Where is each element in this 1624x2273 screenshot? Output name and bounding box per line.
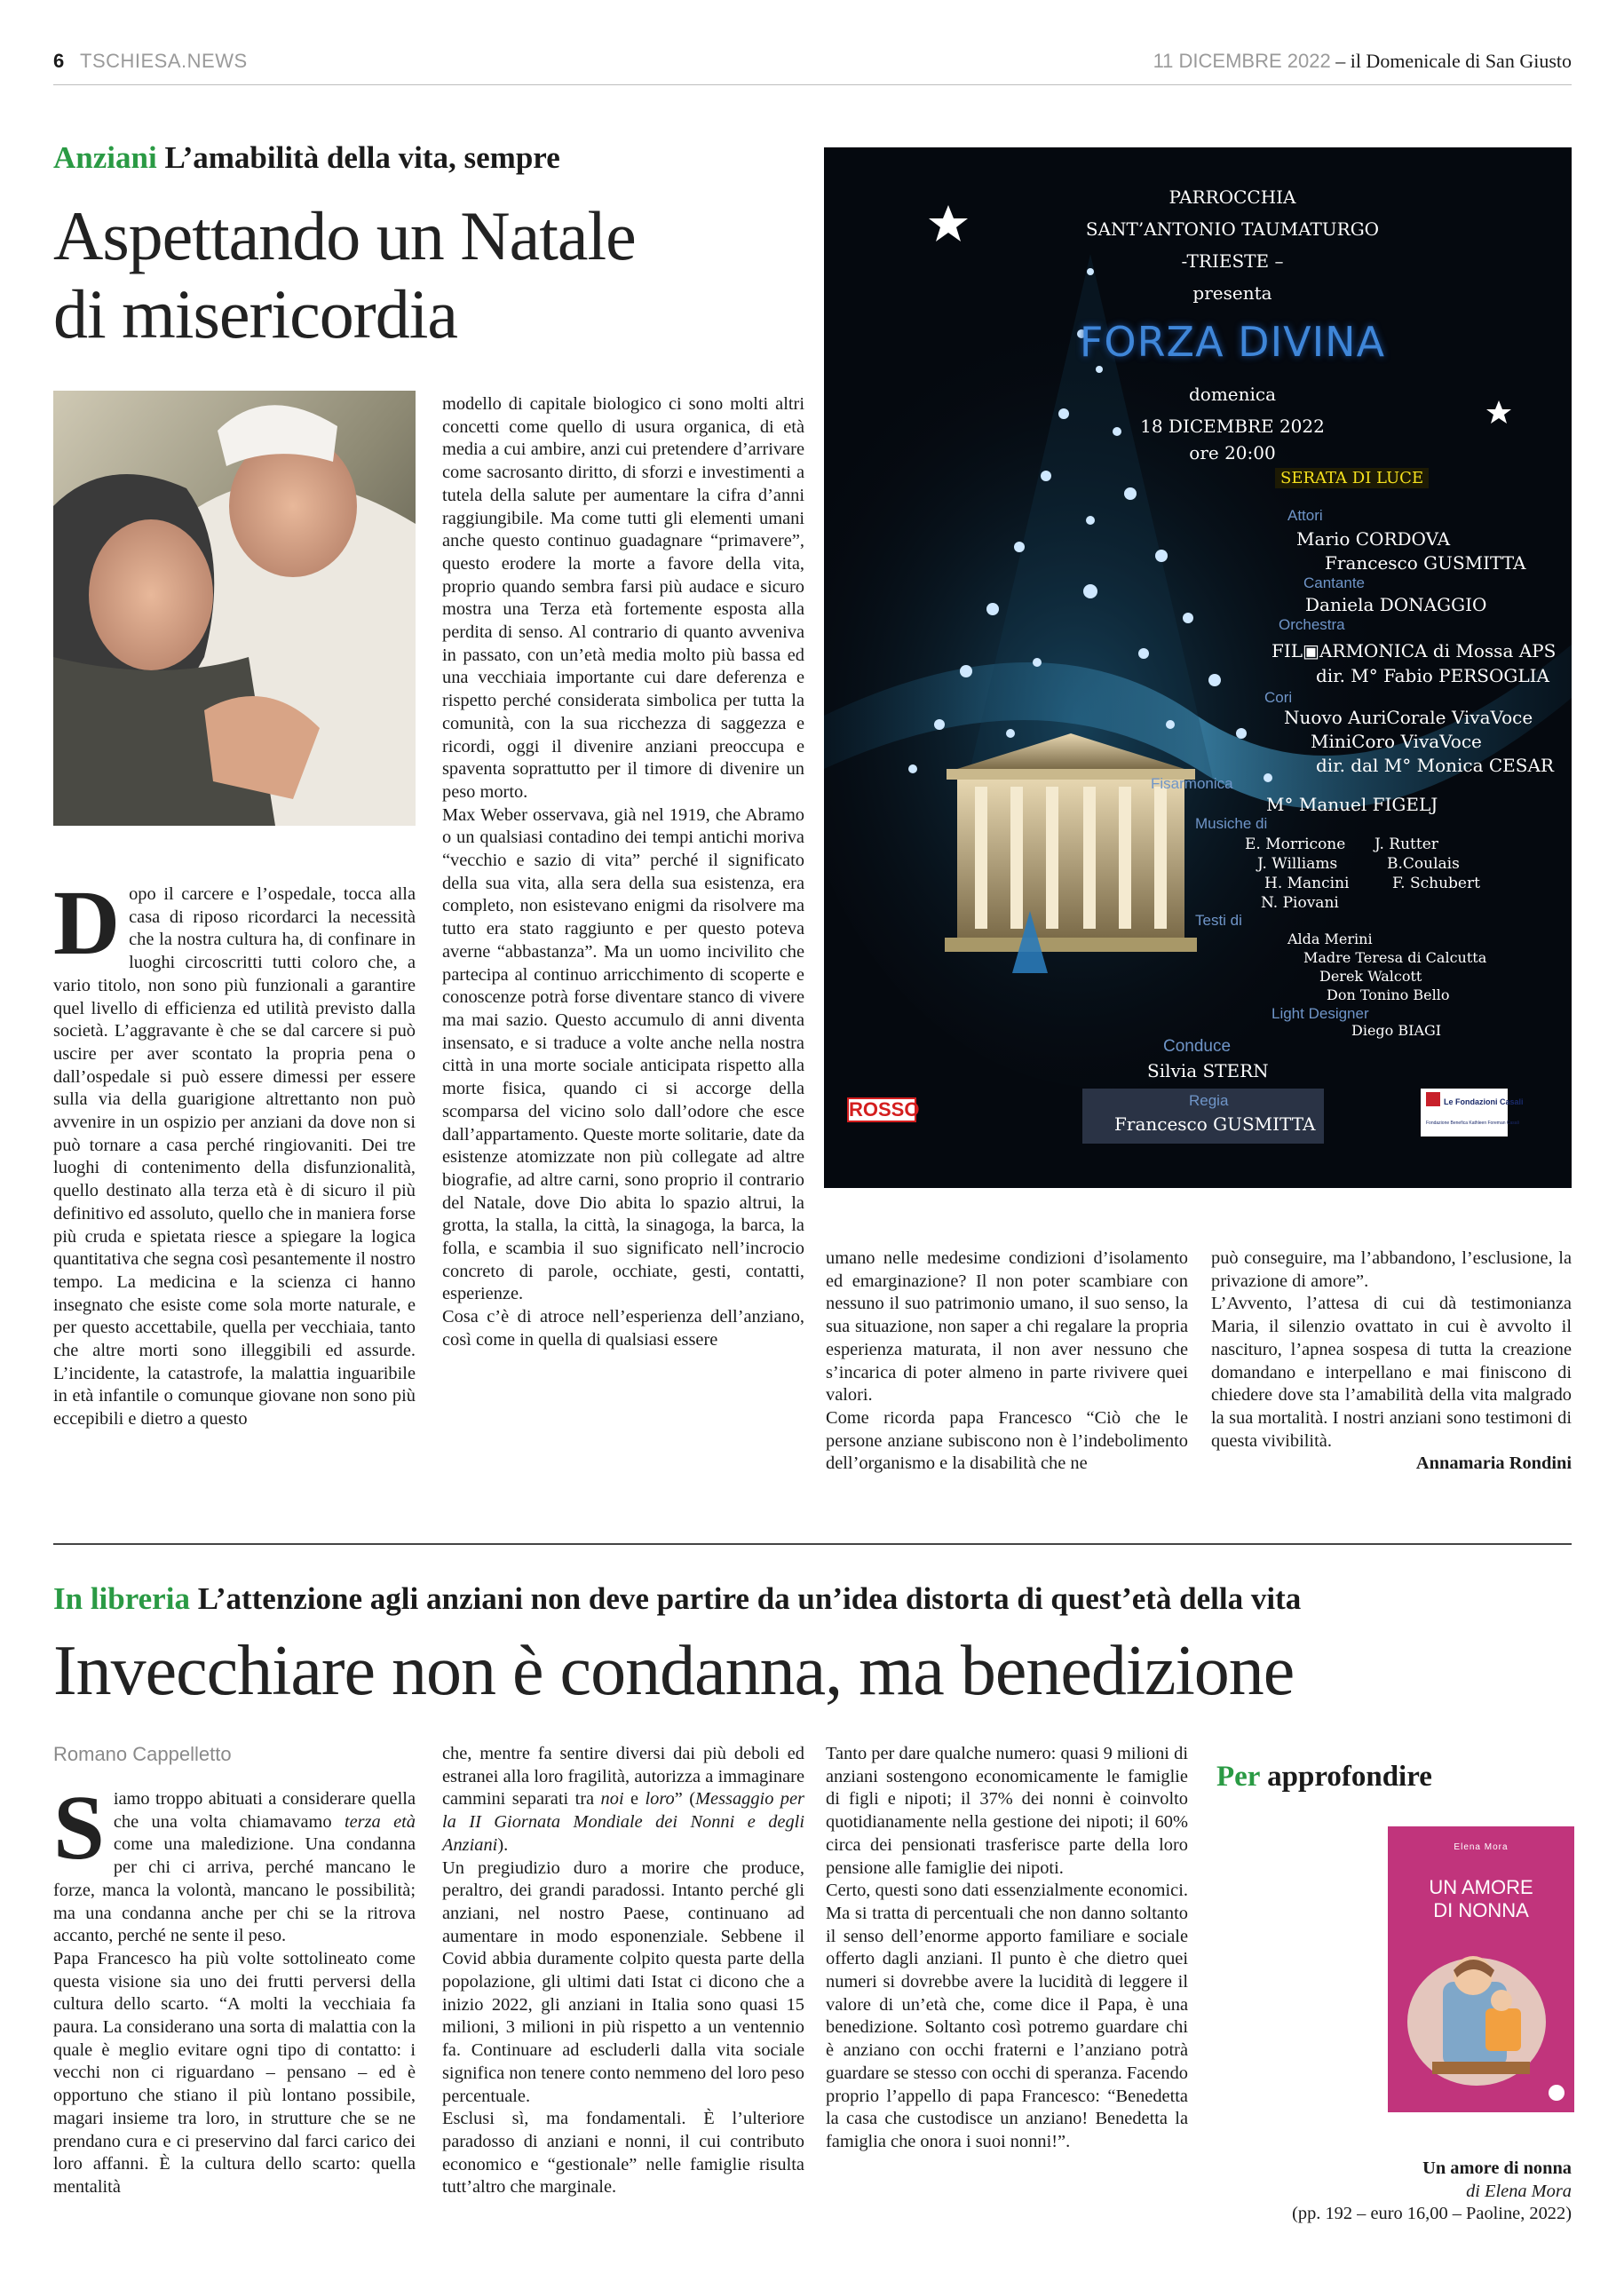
article1-col2-p3: Cosa c’è di atroce nell’esperienza dell’anziano, così come in quella di qualsiasi essere	[442, 1307, 804, 1350]
book-caption-author: di Elena Mora	[1466, 2181, 1572, 2201]
poster-cantante-label: Cantante	[1303, 574, 1365, 591]
article1-col3-p1: umano nelle medesime condizioni d’isolamento ed emarginazione? Il non poter scambiare con nessuno il suo patrimonio umano, il suo senso, la sua situazione, non saper a chi regalare la propria esperienza maturata, il non aver nessuno che s’incarica di poter almeno in parte rivivere quei valori.	[826, 1248, 1188, 1406]
article1-title-line1: Aspettando un Natale	[53, 197, 636, 274]
page-header	[53, 50, 1572, 85]
book-cover-title-line1: UN AMORE	[1429, 1876, 1533, 1898]
poster-cantante: Daniela DONAGGIO	[1305, 594, 1487, 615]
poster-composer: J. Williams	[1257, 855, 1338, 873]
article2-col2-p1b: noi	[600, 1789, 624, 1810]
book-caption-info: (pp. 192 – euro 16,00 – Paoline, 2022)	[1292, 2204, 1572, 2224]
article1-col2-p2: Max Weber osservava, già nel 1919, che Abramo o un qualsiasi contadino dei tempi antichi moriva “vecchio e sazio di vita” perché il significato della sua vita, alla sera della sua esistenza, era completo, non esistevano enigmi da risolvere ma tutto era stato raggiunto e per questo poteva averne “abbastanza”. Ma un uomo incivilito che partecipa al continuo arricchimento di scoperte e conoscenze potrà forse diventare stanco di vivere ma mai sazio. Questo accumulo di anni diventa insensato, e si traduce a volte anche nella nostra città in una morte sociale anticipata rispetto alla morte fisica, quando ci si accorge della scomparsa del vicino solo dall’odore che esce dall’appartamento. Queste morte solitarie, date da esistenze atomizzate non più collegate ad altre biografie, ad altre carni, sono proprio il contrario del Natale, dove Dio abita lo spazio altrui, la grotta, la stalla, la città, la sinagoga, la barca, la folla, e scambia il suo significato nell’incrocio concreto di parole, occhiate, gesti, contatti, esperienze.	[442, 804, 804, 1304]
book-cover	[1388, 1826, 1574, 2112]
header-issue	[1153, 50, 1572, 73]
poster-conduce: Silvia STERN	[1147, 1060, 1269, 1081]
article2-section: In libreria	[53, 1581, 190, 1616]
sidebar-title-green: Per	[1216, 1761, 1260, 1793]
article2-byline: Romano Cappelletto	[53, 1743, 232, 1765]
poster-orchestra2: dir. M° Fabio PERSOGLIA	[1316, 665, 1549, 686]
article1-col3-p2: Come ricorda papa Francesco “Ciò che le persone anziane subiscono non è l’indebolimento dell’organismo e la disabilità che ne	[826, 1407, 1188, 1474]
article1-kicker	[53, 140, 560, 176]
article2-col2-p1g: ).	[497, 1834, 509, 1855]
article2-kicker-text: L’attenzione agli anziani non deve partire da un’idea distorta di quest’età della vita	[197, 1581, 1302, 1616]
article1-col4-p2: L’Avvento, l’attesa di cui dà testimonianza Maria, il silenzio ovattato in cui è avvolto il nascituro, l’apnea sospesa di tutta la creazione domandano e interpellano e mai finiscono di chiedere dove sta l’amabilità della vita malgrado la sua mortalità. I nostri anziani sono testimoni di questa vivibilità.	[1211, 1294, 1572, 1451]
poster-attore1: Mario CORDOVA	[1296, 528, 1451, 550]
article2-column2	[442, 1743, 804, 2199]
publication-name: il Domenicale di San Giusto	[1350, 50, 1572, 72]
article2-col1-p1b: terza età	[344, 1811, 416, 1832]
poster-writer: Alda Merini	[1287, 931, 1373, 947]
article2-col2-p1f: Messaggio per la II Giornata Mondiale dei Nonni e degli Anziani	[442, 1789, 804, 1855]
sponsor-fondazioni-name: Le Fondazioni Casali	[1444, 1097, 1524, 1106]
poster-composer: F. Schubert	[1392, 875, 1480, 892]
article2-col2-p1c: e	[623, 1789, 646, 1810]
article1-col4-p1: può conseguire, ma l’abbandono, l’esclusione, la privazione di amore”.	[1211, 1248, 1572, 1291]
article1-col1-text: opo il carcere e l’ospedale, tocca alla casa di riposo ricordarci la necessità che la nostra cultura ha, di confinare in luoghi circoscritti tutti coloro che, a vario titolo, non sono più funzionali a garantire quel livello di efficienza ed utilità previsto dalla società. L’aggravante è che se dal carcere si può uscire per aver scontato la propria pena o dall’ospedale si può essere dimessi per essere sulla via della guarigione altrettanto non può avvenire in un ospizio per anziani da dove non si può tornare a casa perché ringiovaniti. Dei tre luoghi di contenimento della disfunzionalità, quello destinato alla terza età è di sicuro il più definitivo ed assoluto, quello che in maniera forse più cruda e spietata riesce a spiegare la logica quantitativa che segna così pesantemente il nostro tempo. La medicina e la scienza ci hanno insegnato che esiste come sola morte naturale, e per questo accettabile, quella per vecchiaia, tanto che altre morti sono illeggibili ed assurde. L’incidente, la catastrofe, la malattia inguaribile in età infantile o comunque giovane non sono più eccepibili e dietro a questo	[53, 884, 416, 1430]
poster-regia-box	[1082, 1089, 1324, 1144]
poster-conduce-label: Conduce	[1163, 1037, 1232, 1056]
poster-parish-name: SANT’ANTONIO TAUMATURGO	[1085, 218, 1380, 240]
poster-attori-label: Attori	[1287, 507, 1323, 524]
book-caption-title: Un amore di nonna	[1422, 2158, 1572, 2178]
article2-col1-p1c: come una maledizione. Una condanna per chi ci arriva, perché mancano le forze, manca la volontà, mancano le possibilità; ma una condanna anche per chi se la ritrova accanto, perché ne sente il peso.	[53, 1834, 416, 1946]
article2-column1	[53, 1777, 416, 2199]
poster-presents: presenta	[1192, 282, 1272, 304]
article1-section: Anziani	[53, 140, 157, 175]
book-cover-illustration	[1388, 1826, 1574, 2112]
article2-drop-cap: S	[53, 1777, 105, 1879]
page-number: 6	[53, 50, 65, 72]
poster-orchestra-label: Orchestra	[1279, 616, 1345, 633]
article1-col2-p1: modello di capitale biologico ci sono molti altri concetti come quello di usura organica, di età media a cui ambire, anzi cui pretendere d’arrivare come sacrosanto diritto, di sforzi e investimenti a tutela della salute per aumentare la cifra d’anni raggiungibile. Ma come tutti gli elementi umani anche questo continuo guadagnare “primavere”, questo erodere la morte a favore della vita, proprio quando sembra farsi più audace e sicuro mostra una Terza età fortemente esposta alla perdita di senso. Al contrario di quanto avveniva in passato, con un’età media molto più bassa ed una vecchiaia importante cui dare deferenza e rispetto perché considerata simbolica per tutta la comunità, con la sua ricchezza di saggezza e ricordi, oggi il divenire anziani preoccupa e spaventa soprattutto per il timore di divenire un peso morto.	[442, 394, 804, 802]
article2-col2-p2: Un pregiudizio duro a morire che produce, peraltro, dei grandi paradossi. Intanto perché gli anziani, nel nostro Paese, continuano ad aumentare in modo esponenziale. Sebbene il Covid abbia duramente colpito questa parte della popolazione, gli ultimi dati Istat ci dicono che a inizio 2022, gli anziani in Italia sono quasi 15 milioni, 3 milioni in più rispetto a un ventennio fa. Continuare ad escluderli dalla vita sociale significa non tenere conto nemmeno del loro peso percentuale.	[442, 1857, 804, 2106]
article1-column1	[53, 872, 416, 1431]
poster-attore2: Francesco GUSMITTA	[1325, 552, 1526, 574]
article2-kicker	[53, 1581, 1301, 1617]
poster-writer: Madre Teresa di Calcutta	[1303, 949, 1487, 966]
issue-date: 11 DICEMBRE 2022	[1153, 50, 1331, 72]
poster-regia-label: Regia	[1189, 1092, 1229, 1109]
article1-title	[53, 197, 636, 353]
article1-title-line2: di misericordia	[53, 275, 458, 352]
poster-coro1: Nuovo AuriCorale VivaVoce	[1284, 707, 1533, 728]
article2-col3-p2: Certo, questi sono dati essenzialmente economici. Ma si tratta di percentuali che non danno soltanto il senso dell’enorme apporto familiare e sociale offerto dagli anziani. Il punto è che dietro quei numeri si dovrebbe avere la lucidità di leggere il valore di un’età che, come dice il Papa, è una benedizione. Soltanto così potremo guardare chi è anziano con occhi fraterni e l’anziano potrà guardare se stesso con occhi di speranza. Facendo proprio l’appello di papa Francesco: “Benedetta la casa che custodisce un anziano! Benedetta la famiglia che onora i suoi nonni!”.	[826, 1881, 1188, 2151]
poster-composer: N. Piovani	[1261, 894, 1339, 912]
article2-col2-p1e: ” (	[674, 1789, 696, 1810]
poster-serata: SERATA DI LUCE	[1275, 468, 1429, 488]
article2-col2-p1d: loro	[645, 1789, 675, 1810]
pope-embrace-photo	[53, 391, 416, 826]
poster-light-designer: Diego BIAGI	[1351, 1022, 1442, 1039]
poster-parish: PARROCCHIA	[1168, 186, 1296, 208]
poster-regia: Francesco GUSMITTA	[1114, 1113, 1316, 1135]
poster-time: ore 20:00	[1189, 442, 1276, 463]
sidebar-title	[1216, 1761, 1432, 1794]
article2-col3-p1: Tanto per dare qualche numero: quasi 9 milioni di anziani sostengono economicamente le famiglie di figli e nipoti; il 37% dei nonni è coinvolto quotidianamente nella gestione dei nipoti; il 60% circa dei pensionati trasferisce parte della loro pensione alle famiglie dei nipoti.	[826, 1744, 1188, 1878]
article1-column3	[826, 1247, 1188, 1476]
poster-musiche-label: Musiche di	[1195, 815, 1268, 832]
book-caption	[1292, 2158, 1572, 2226]
sponsor-fondazioni-casali-logo	[1421, 1089, 1524, 1136]
article2-title: Invecchiare non è condanna, ma benedizione	[53, 1632, 1295, 1710]
site-name: TSCHIESA.NEWS	[80, 50, 248, 72]
poster-writer: Don Tonino Bello	[1327, 986, 1450, 1003]
poster-composer: H. Mancini	[1264, 875, 1350, 892]
poster-city: -TRIESTE –	[1181, 250, 1284, 272]
sponsor-rosso-logo: ROSSO	[849, 1098, 920, 1121]
poster-coro3: dir. dal M° Monica CESAR	[1316, 755, 1554, 776]
article1-column4	[1211, 1247, 1572, 1476]
article1-author: Annamaria Rondini	[1415, 1453, 1572, 1474]
poster-coro2: MiniCoro VivaVoce	[1311, 731, 1482, 752]
poster-orchestra1: FIL▣ARMONICA di Mossa APS	[1271, 640, 1557, 661]
article2-col1-p2: Papa Francesco ha più volte sottolineato come questa visione sia uno dei frutti perversi della cultura dello scarto. “A molti la vecchiaia fa paura. La considerano una sorta di malattia con la quale è meglio evitare ogni tipo di contatto: i vecchi non ci riguardano – pensano – ed è opportuno che stiano il più lontano possibile, magari insieme tra loro, in strutture che se ne prendano cura e ci preservino dal farci carico dei loro affanni. È la cultura dello scarto: quella mentalità	[53, 1948, 416, 2197]
article2-column3	[826, 1743, 1188, 2154]
sidebar-title-text: approfondire	[1267, 1761, 1432, 1793]
article1-drop-cap: D	[53, 872, 121, 974]
poster-fisarmonica: M° Manuel FIGELJ	[1266, 794, 1438, 815]
poster-composer: J. Rutter	[1374, 836, 1438, 853]
article1-column2	[442, 393, 804, 1352]
poster-composer: E. Morricone	[1245, 836, 1346, 853]
event-poster	[824, 147, 1572, 1188]
article2-col1-p1a: iamo troppo abituati a considerare quella che una volta chiamavamo	[113, 1789, 416, 1832]
article2-col2-p1a: che, mentre fa sentire diversi dai più deboli ed estranei alla loro fragilità, autorizza a immaginare cammini separati tra	[442, 1744, 804, 1810]
poster-day: domenica	[1188, 384, 1277, 405]
article1-kicker-text: L’amabilità della vita, sempre	[164, 140, 560, 175]
header-separator: –	[1330, 50, 1351, 72]
poster-date: 18 DICEMBRE 2022	[1140, 416, 1325, 437]
book-cover-title-line2: DI NONNA	[1433, 1899, 1529, 1921]
poster-fisarmonica-label: Fisarmonica	[1151, 775, 1233, 792]
poster-writer: Derek Walcott	[1319, 968, 1422, 985]
poster-title: FORZA DIVINA	[1079, 318, 1386, 366]
poster-cori-label: Cori	[1264, 689, 1293, 706]
book-cover-author: Elena Mora	[1454, 1842, 1509, 1852]
poster-light-label: Light Designer	[1271, 1005, 1369, 1022]
fondazioni-logo-icon	[1426, 1092, 1440, 1106]
article-divider	[53, 1543, 1572, 1545]
sponsor-fondazioni-sub: Fondazione Benefica Kathleen Foreman Casali	[1426, 1121, 1519, 1126]
article2-col2-p3: Esclusi sì, ma fondamentali. È l’ulteriore paradosso di anziani e nonni, il cui contributo economico e “gestionale” nelle famiglie risulta tutt’altro che marginale.	[442, 2109, 804, 2198]
poster-testi-label: Testi di	[1195, 912, 1242, 929]
poster-composer: B.Coulais	[1387, 855, 1460, 873]
